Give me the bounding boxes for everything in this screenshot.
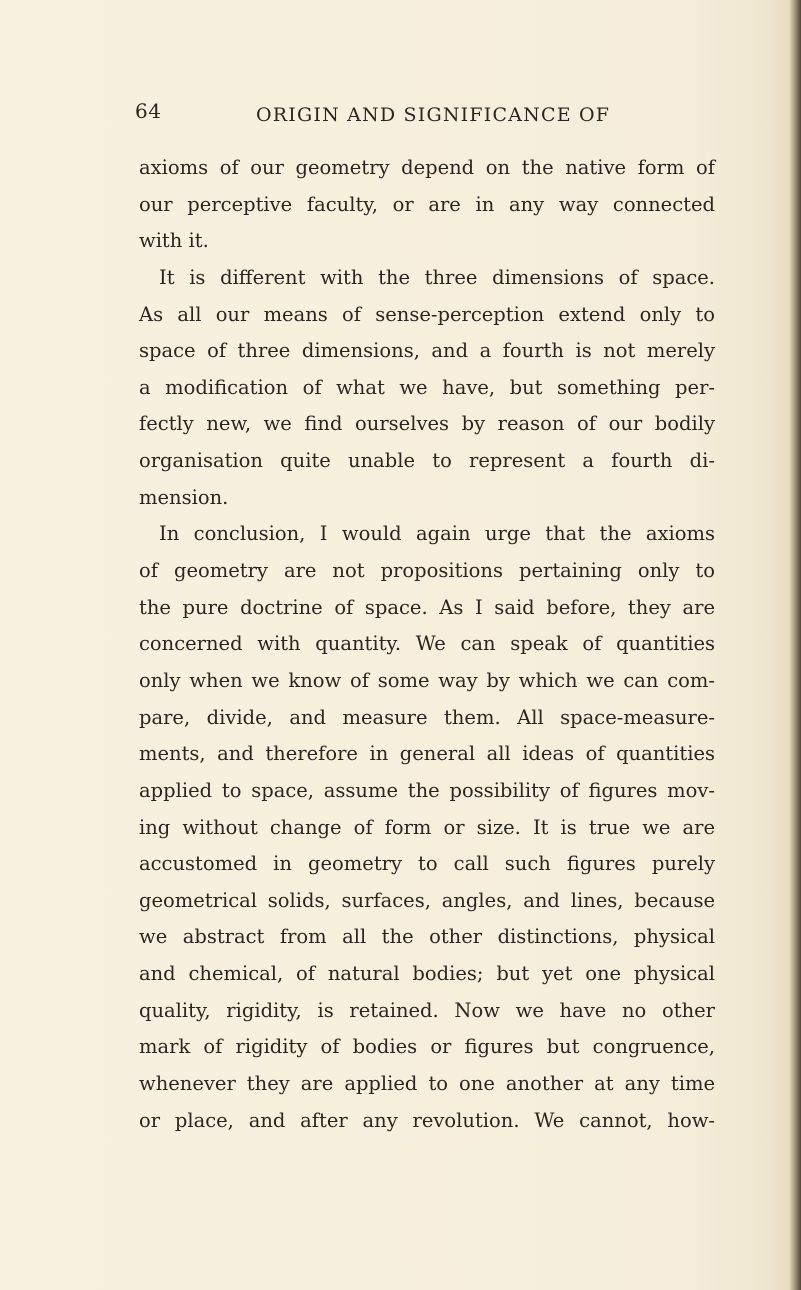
text-line: we abstract from all the other distinctions, physical (139, 925, 715, 949)
text-line: It is different with the three dimensions of space. (159, 265, 715, 289)
text-line: and chemical, of natural bodies; but yet one physical (139, 962, 715, 986)
text-line: a modification of what we have, but something per- (139, 375, 715, 399)
text-line: of geometry are not propositions pertaining only to (139, 559, 715, 583)
text-line: whenever they are applied to one another at any time (139, 1072, 715, 1096)
text-line: only when we know of some way by which we can com- (139, 668, 715, 692)
text-line: mark of rigidity of bodies or figures but congruence, (139, 1035, 715, 1059)
text-line: fectly new, we find ourselves by reason of our bodily (139, 412, 715, 436)
text-line: space of three dimensions, and a fourth is not merely (139, 339, 715, 363)
text-line: the pure doctrine of space. As I said before, they are (139, 595, 715, 619)
text-line: applied to space, assume the possibility of figures mov- (139, 778, 715, 802)
text-line: As all our means of sense-perception extend only to (139, 302, 715, 326)
text-line: geometrical solids, surfaces, angles, and lines, because (139, 888, 715, 912)
running-header: ORIGIN AND SIGNIFICANCE OF (256, 104, 611, 126)
text-line: with it. (139, 229, 209, 253)
text-line: our perceptive faculty, or are in any way connected (139, 192, 715, 216)
text-line: concerned with quantity. We can speak of quantities (139, 632, 715, 656)
text-line: ments, and therefore in general all ideas of quantities (139, 742, 715, 766)
page-edge-shadow (789, 0, 801, 1290)
text-line: quality, rigidity, is retained. Now we have no other (139, 998, 715, 1022)
text-line: accustomed in geometry to call such figures purely (139, 852, 715, 876)
page-number: 64 (135, 99, 162, 123)
text-line: organisation quite unable to represent a fourth di- (139, 449, 715, 473)
text-line: mension. (139, 485, 229, 509)
text-line: or place, and after any revolution. We cannot, how- (139, 1108, 715, 1132)
text-line: axioms of our geometry depend on the native form of (139, 156, 715, 179)
text-line: ing without change of form or size. It is true we are (139, 815, 715, 839)
text-line: In conclusion, I would again urge that the axioms (159, 522, 715, 546)
body-text (139, 150, 715, 1139)
text-line: pare, divide, and measure them. All space-measure- (139, 705, 715, 729)
